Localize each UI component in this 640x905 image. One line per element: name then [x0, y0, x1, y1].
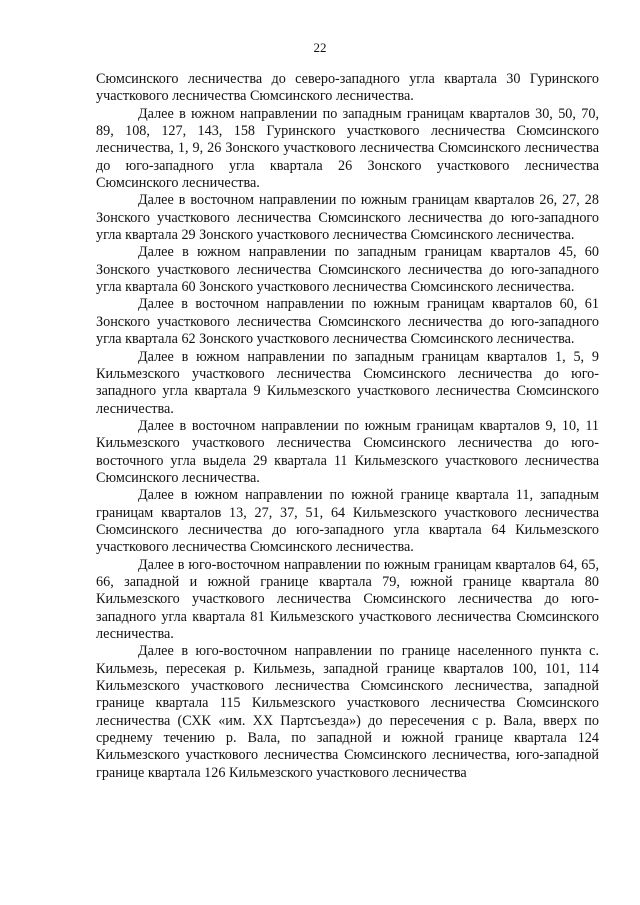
paragraph: Далее в восточном направлении по южным границам кварталов 26, 27, 28 Зонского участкового лесничества Сюмсинского лесничества до юго-западного угла квартала 29 Зонского участкового лесничества Сюмсинского лесничества. — [96, 192, 599, 244]
paragraph: Далее в южном направлении по западным границам кварталов 1, 5, 9 Кильмезского участкового лесничества Сюмсинского лесничества до юго-западного угла квартала 9 Кильмезского участкового лесничества Сюмсинского лесничества. — [96, 348, 599, 417]
paragraph: Далее в восточном направлении по южным границам кварталов 9, 10, 11 Кильмезского участкового лесничества Сюмсинского лесничества до юго-восточного угла выдела 29 квартала 11 Кильмезского участкового лесничества Сюмсинского лесничества. — [96, 417, 599, 486]
paragraph: Далее в юго-восточном направлении по южным границам кварталов 64, 65, 66, западной и южной границе квартала 79, южной границе квартала 80 Кильмезского участкового лесничества Сюмсинского лесничества до юго-западного угла квартала 81 Кильмезского участкового лесничества Сюмсинского лесничества. — [96, 556, 599, 642]
paragraph: Далее в южном направлении по южной границе квартала 11, западным границам кварталов 13, 27, 37, 51, 64 Кильмезского участкового лесничества Сюмсинского лесничества до юго-западного угла квартала 64 Кильмезского участкового лесничества Сюмсинского лесничества. — [96, 487, 599, 556]
page-number: 22 — [313, 40, 327, 55]
paragraph: Далее в южном направлении по западным границам кварталов 30, 50, 70, 89, 108, 127, 143, 158 Гуринского участкового лесничества Сюмсинского лесничества, 1, 9, 26 Зонского участкового лесничества Сюмсинского лесничества до юго-западного угла квартала 26 Зонского участкового лесничества Сюмсинского лесничества. — [96, 105, 599, 192]
paragraph: Далее в южном направлении по западным границам кварталов 45, 60 Зонского участкового лесничества Сюмсинского лесничества до юго-западного угла квартала 60 Зонского участкового лесничества Сюмсинского лесничества. — [96, 244, 599, 296]
paragraph: Далее в восточном направлении по южным границам кварталов 60, 61 Зонского участкового лесничества Сюмсинского лесничества до юго-западного угла квартала 62 Зонского участкового лесничества Сюмсинского лесничества. — [96, 296, 599, 348]
document-body — [96, 71, 599, 782]
paragraph: Далее в юго-восточном направлении по границе населенного пункта с. Кильмезь, пересекая р. Кильмезь, западной границе кварталов 100, 101, 114 Кильмезского участкового лесничества Сюмсинского лесничества, западной границе квартала 115 Кильмезского участкового лесничества Сюмсинского лесничества (СХК «им. XX Партсъезда») до пересечения с р. Вала, вверх по среднему течению р. Вала, по западной и южной границе квартала 124 Кильмезского участкового лесничества Сюмсинского лесничества, юго-западной границе квартала 126 Кильмезского участкового лесничества — [96, 643, 599, 781]
paragraph-continuation: Сюмсинского лесничества до северо-западного угла квартала 30 Гуринского участкового лесничества Сюмсинского лесничества. — [96, 71, 599, 105]
